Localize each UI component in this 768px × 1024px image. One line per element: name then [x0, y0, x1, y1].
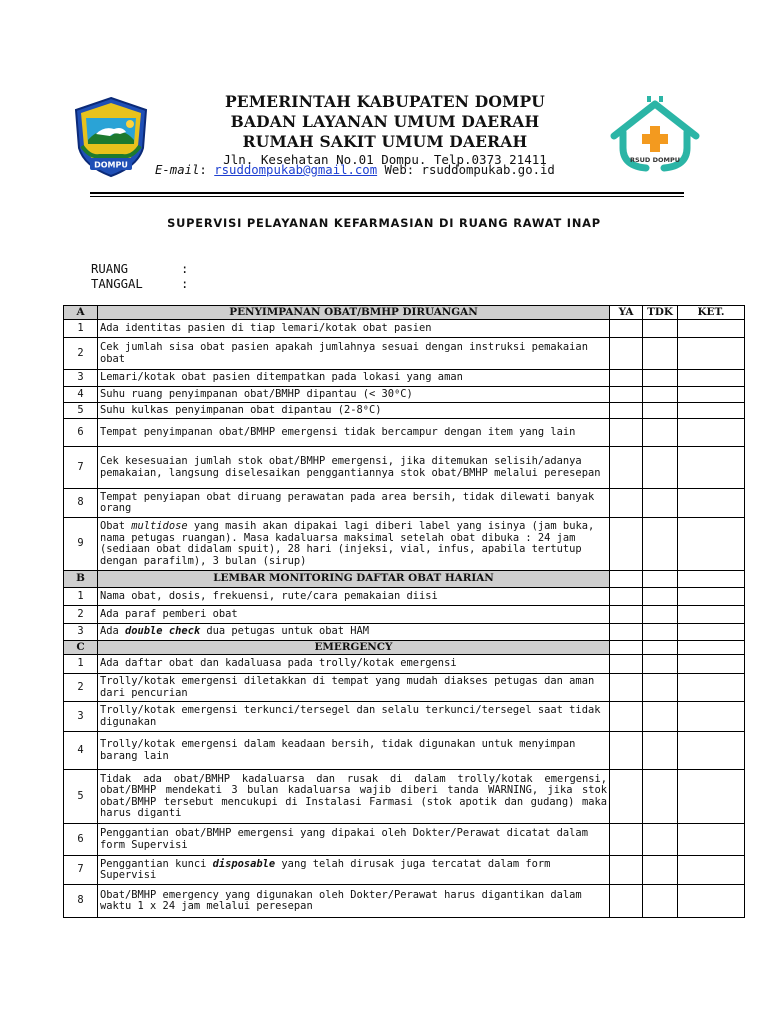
- item-text-post: dua petugas untuk obat HAM: [200, 625, 370, 638]
- ya-cell[interactable]: [610, 885, 643, 918]
- item-text: Trolly/kotak emergensi terkunci/tersegel dan selalu terkunci/tersegel saat tidak digunakan: [98, 702, 610, 732]
- ket-cell[interactable]: [678, 338, 745, 370]
- item-number: 6: [64, 419, 98, 447]
- table-row: [64, 370, 745, 387]
- table-row: [64, 403, 745, 419]
- ket-cell[interactable]: [678, 641, 745, 655]
- ya-cell[interactable]: [610, 419, 643, 447]
- ket-cell[interactable]: [678, 571, 745, 588]
- tdk-cell[interactable]: [643, 338, 678, 370]
- item-number: 3: [64, 702, 98, 732]
- tdk-cell[interactable]: [643, 770, 678, 824]
- item-number: 9: [64, 518, 98, 571]
- tdk-cell[interactable]: [643, 655, 678, 674]
- ruang-colon[interactable]: :: [181, 262, 189, 276]
- ket-cell[interactable]: [678, 770, 745, 824]
- table-row: [64, 419, 745, 447]
- item-number: 1: [64, 320, 98, 338]
- ya-cell[interactable]: [610, 370, 643, 387]
- item-text: Ada paraf pemberi obat: [98, 606, 610, 624]
- ya-cell[interactable]: [610, 588, 643, 606]
- item-number: 5: [64, 403, 98, 419]
- item-number: 6: [64, 824, 98, 856]
- ket-cell[interactable]: [678, 655, 745, 674]
- item-text: Trolly/kotak emergensi dalam keadaan bersih, tidak digunakan untuk menyimpan barang lain: [98, 732, 610, 770]
- section-title: LEMBAR MONITORING DAFTAR OBAT HARIAN: [98, 571, 610, 588]
- emblem-label: DOMPU: [94, 160, 128, 170]
- ya-cell[interactable]: [610, 489, 643, 518]
- item-text: Nama obat, dosis, frekuensi, rute/cara pemakaian diisi: [98, 588, 610, 606]
- letterhead-line-3: RUMAH SAKIT UMUM DAERAH: [242, 132, 528, 151]
- ket-cell[interactable]: [678, 588, 745, 606]
- item-number: 5: [64, 770, 98, 824]
- ket-cell[interactable]: [678, 370, 745, 387]
- ya-cell[interactable]: [610, 338, 643, 370]
- ket-cell[interactable]: [678, 403, 745, 419]
- section-header: [64, 571, 745, 588]
- item-number: 8: [64, 489, 98, 518]
- tdk-cell[interactable]: [643, 624, 678, 641]
- ruang-label: RUANG: [91, 262, 129, 276]
- item-number: 4: [64, 387, 98, 403]
- form-meta: [91, 262, 188, 292]
- ket-cell[interactable]: [678, 624, 745, 641]
- tdk-cell[interactable]: [643, 518, 678, 571]
- tdk-cell[interactable]: [643, 419, 678, 447]
- ya-cell[interactable]: [610, 856, 643, 885]
- item-text: Cek kesesuaian jumlah stok obat/BMHP emergensi, jika ditemukan selisih/adanya pemakaian, langsung diselesaikan penggantiannya stok obat/BMHP melalui peresepan: [98, 447, 610, 489]
- table-row: [64, 732, 745, 770]
- ya-cell[interactable]: [610, 518, 643, 571]
- item-text-post: yang telah dirusak juga tercatat dalam form Supervisi: [100, 857, 551, 881]
- ket-cell[interactable]: [678, 674, 745, 702]
- table-row: [64, 606, 745, 624]
- header-rule: [90, 192, 684, 194]
- tdk-cell[interactable]: [643, 320, 678, 338]
- item-number: 8: [64, 885, 98, 918]
- section-header: [64, 641, 745, 655]
- ya-cell[interactable]: [610, 770, 643, 824]
- ya-cell[interactable]: [610, 320, 643, 338]
- table-row: [64, 624, 745, 641]
- ket-cell[interactable]: [678, 856, 745, 885]
- ket-cell[interactable]: [678, 419, 745, 447]
- item-number: 2: [64, 338, 98, 370]
- section-header: [64, 306, 745, 320]
- tdk-cell[interactable]: [643, 885, 678, 918]
- letterhead-line-2: BADAN LAYANAN UMUM DAERAH: [230, 112, 540, 131]
- web-label: Web: [384, 163, 407, 177]
- ya-cell[interactable]: [610, 732, 643, 770]
- tdk-cell[interactable]: [643, 641, 678, 655]
- ya-cell[interactable]: [610, 624, 643, 641]
- ya-cell[interactable]: [610, 824, 643, 856]
- item-text: Lemari/kotak obat pasien ditempatkan pada lokasi yang aman: [98, 370, 610, 387]
- address: Jln. Kesehatan No.01 Dompu. Telp.0373 21411: [223, 152, 547, 167]
- ket-cell[interactable]: [678, 447, 745, 489]
- item-text: Cek jumlah sisa obat pasien apakah jumlahnya sesuai dengan instruksi pemakaian obat: [98, 338, 610, 370]
- item-text: Tempat penyiapan obat diruang perawatan pada area bersih, tidak dilewati banyak orang: [98, 489, 610, 518]
- item-text-pre: Penggantian kunci: [100, 857, 213, 870]
- ket-cell[interactable]: [678, 702, 745, 732]
- table-row: [64, 770, 745, 824]
- item-number: 3: [64, 624, 98, 641]
- table-row: [64, 518, 745, 571]
- kabupaten-dompu-emblem: [70, 96, 152, 178]
- logo-label: RSUD DOMPU: [629, 156, 681, 164]
- table-row: [64, 824, 745, 856]
- item-number: 1: [64, 655, 98, 674]
- item-text: [98, 856, 610, 885]
- ya-cell[interactable]: [610, 674, 643, 702]
- item-number: 2: [64, 606, 98, 624]
- ket-cell[interactable]: [678, 885, 745, 918]
- rsud-dompu-logo: [606, 96, 704, 174]
- letterhead-line-1: PEMERINTAH KABUPATEN DOMPU: [224, 92, 546, 111]
- section-title: PENYIMPANAN OBAT/BMHP DIRUANGAN: [98, 306, 610, 320]
- tdk-cell[interactable]: [643, 824, 678, 856]
- item-text: Trolly/kotak emergensi diletakkan di tempat yang mudah diakses petugas dan aman dari pencurian: [98, 674, 610, 702]
- ya-cell[interactable]: [610, 606, 643, 624]
- item-number: 7: [64, 856, 98, 885]
- item-text-emphasis: double check: [125, 625, 201, 638]
- item-text: Suhu ruang penyimpanan obat/BMHP dipantau (< 30⁰C): [98, 387, 610, 403]
- tdk-cell[interactable]: [643, 447, 678, 489]
- tdk-cell[interactable]: [643, 856, 678, 885]
- ket-cell[interactable]: [678, 518, 745, 571]
- ya-cell[interactable]: [610, 641, 643, 655]
- ya-cell[interactable]: [610, 387, 643, 403]
- letterhead: [160, 92, 610, 168]
- section-letter: B: [64, 571, 98, 588]
- ket-cell[interactable]: [678, 387, 745, 403]
- table-row: [64, 674, 745, 702]
- item-number: 3: [64, 370, 98, 387]
- table-row: [64, 338, 745, 370]
- column-tdk: TDK: [643, 306, 678, 320]
- tanggal-colon[interactable]: :: [181, 277, 189, 291]
- tdk-cell[interactable]: [643, 732, 678, 770]
- ya-cell[interactable]: [610, 702, 643, 732]
- item-text: Tempat penyimpanan obat/BMHP emergensi tidak bercampur dengan item yang lain: [98, 419, 610, 447]
- tdk-cell[interactable]: [643, 370, 678, 387]
- tdk-cell[interactable]: [643, 606, 678, 624]
- item-text-pre: Ada: [100, 625, 126, 638]
- item-number: 4: [64, 732, 98, 770]
- table-row: [64, 588, 745, 606]
- item-text-emphasis: multidose: [131, 520, 188, 532]
- header-rule-thin: [90, 196, 684, 197]
- item-number: 2: [64, 674, 98, 702]
- item-number: 7: [64, 447, 98, 489]
- tdk-cell[interactable]: [643, 702, 678, 732]
- item-text-pre: Obat: [100, 520, 132, 532]
- tdk-cell[interactable]: [643, 489, 678, 518]
- section-title: EMERGENCY: [98, 641, 610, 655]
- item-text: Penggantian obat/BMHP emergensi yang dipakai oleh Dokter/Perawat dicatat dalam form Supervisi: [98, 824, 610, 856]
- tdk-cell[interactable]: [643, 403, 678, 419]
- table-row: [64, 489, 745, 518]
- tdk-cell[interactable]: [643, 571, 678, 588]
- tdk-cell[interactable]: [643, 674, 678, 702]
- item-number: 1: [64, 588, 98, 606]
- ket-cell[interactable]: [678, 320, 745, 338]
- item-text: Obat/BMHP emergency yang digunakan oleh Dokter/Perawat harus digantikan dalam waktu 1 x 24 jam melalui peresepan: [98, 885, 610, 918]
- table-row: [64, 885, 745, 918]
- column-ya: YA: [610, 306, 643, 320]
- item-text-post: yang masih akan dipakai lagi diberi label yang isinya (jam buka, nama petugas ruangan). Masa kadaluarsa maksimal setelah obat dibuka : 24 jam (sediaan obat didalam spuit), 28 hari (injeksi, vial, infus, apabila tertutup dengan parafilm), 3 bulan (sirup): [100, 520, 595, 567]
- ket-cell[interactable]: [678, 732, 745, 770]
- email-label: E-mail: [155, 163, 200, 177]
- item-text-emphasis: disposable: [212, 857, 276, 870]
- document-title: SUPERVISI PELAYANAN KEFARMASIAN DI RUANG RAWAT INAP: [167, 216, 601, 230]
- supervision-checklist: [63, 305, 745, 918]
- ya-cell[interactable]: [610, 403, 643, 419]
- item-text: Ada daftar obat dan kadaluasa pada trolly/kotak emergensi: [98, 655, 610, 674]
- ket-cell[interactable]: [678, 824, 745, 856]
- web-address: rsuddompukab.go.id: [421, 163, 555, 177]
- ya-cell[interactable]: [610, 655, 643, 674]
- table-row: [64, 447, 745, 489]
- email-link[interactable]: rsuddompukab@gmail.com: [214, 163, 378, 177]
- ket-cell[interactable]: [678, 606, 745, 624]
- ya-cell[interactable]: [610, 571, 643, 588]
- tdk-cell[interactable]: [643, 387, 678, 403]
- ket-cell[interactable]: [678, 489, 745, 518]
- section-letter: C: [64, 641, 98, 655]
- table-row: [64, 702, 745, 732]
- table-row: [64, 320, 745, 338]
- table-row: [64, 856, 745, 885]
- item-text: Suhu kulkas penyimpanan obat dipantau (2-8⁰C): [98, 403, 610, 419]
- table-row: [64, 655, 745, 674]
- tanggal-label: TANGGAL: [91, 277, 143, 291]
- item-text: Tidak ada obat/BMHP kadaluarsa dan rusak di dalam trolly/kotak emergensi, obat/BMHP mendekati 3 bulan kadaluarsa wajib diberi tanda WARNING, jika stok obat/BMHP tersebut mencukupi di Instalasi Farmasi (stok apotik dan gudang) maka harus diganti: [98, 770, 610, 824]
- table-row: [64, 387, 745, 403]
- contact-line: E-mail: rsuddompukab@gmail.com Web: rsuddompukab.go.id: [155, 163, 555, 177]
- item-text: [98, 624, 610, 641]
- item-text: [98, 518, 610, 571]
- item-text: Ada identitas pasien di tiap lemari/kotak obat pasien: [98, 320, 610, 338]
- column-ket: KET.: [678, 306, 745, 320]
- ya-cell[interactable]: [610, 447, 643, 489]
- section-letter: A: [64, 306, 98, 320]
- tdk-cell[interactable]: [643, 588, 678, 606]
